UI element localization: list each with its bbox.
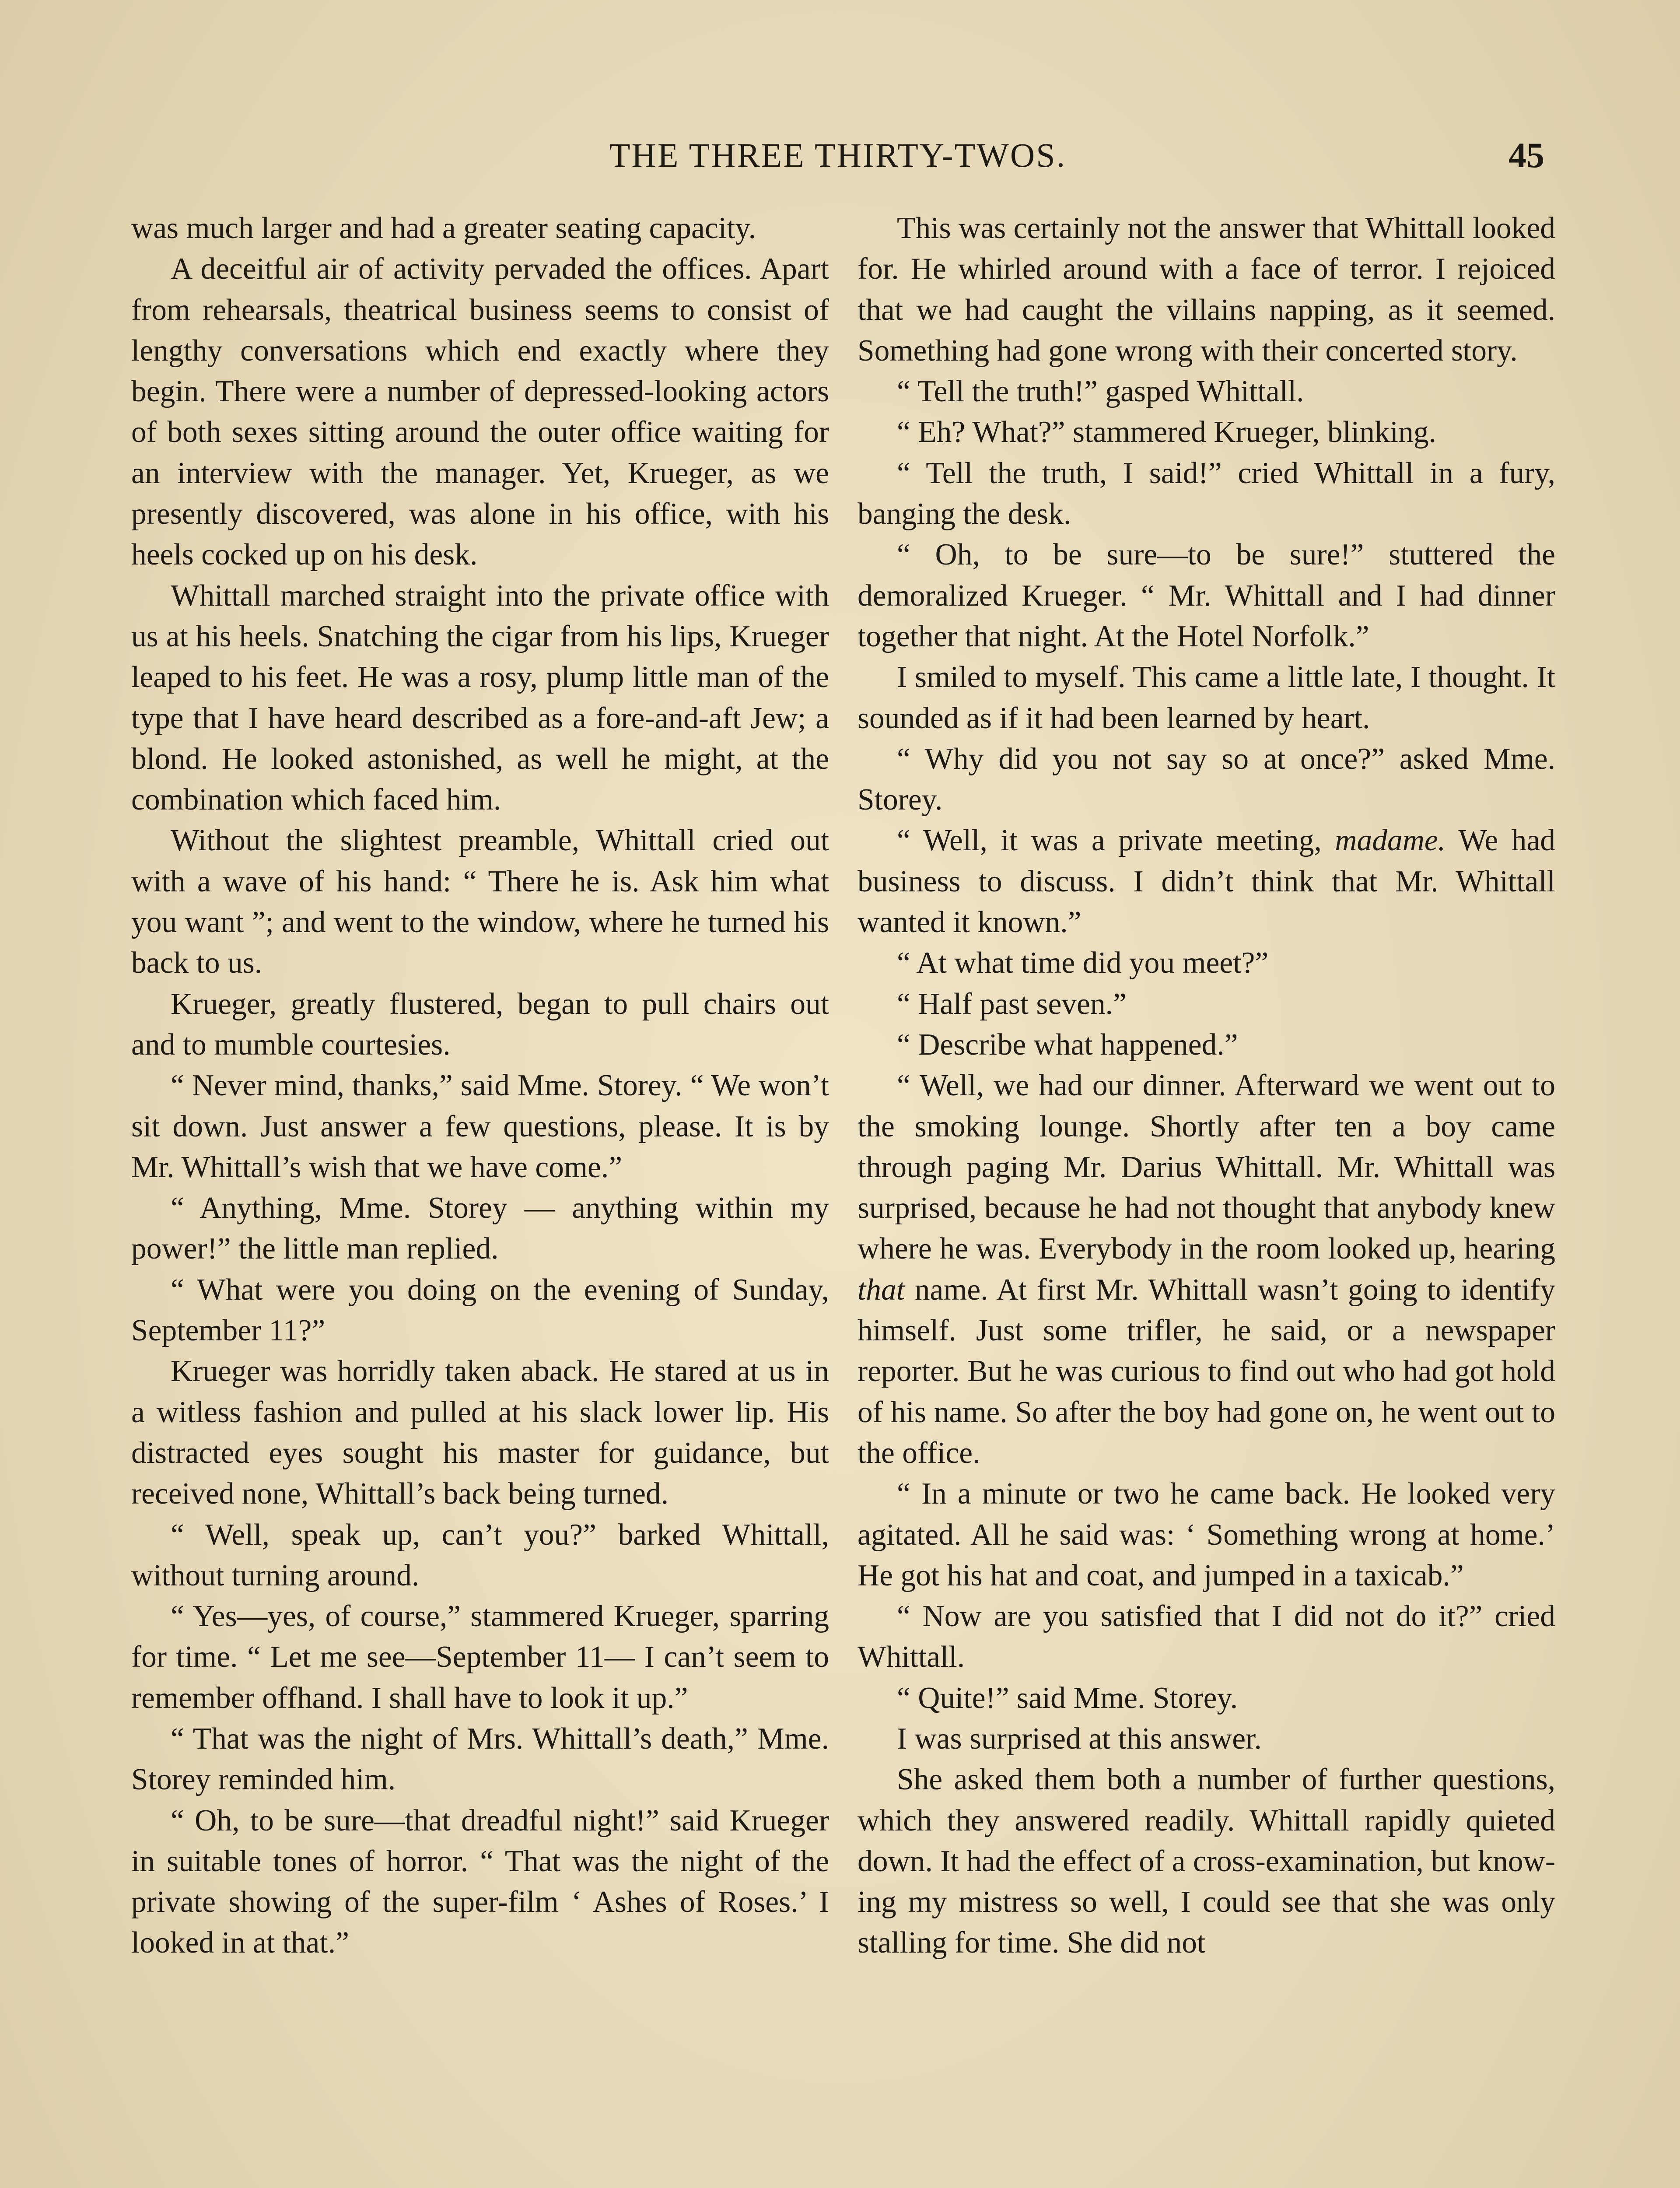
right-column — [858, 208, 1555, 1964]
italic-text: that — [858, 1273, 905, 1307]
paragraph: was much larger and had a greater seating capacity. — [131, 211, 756, 245]
paragraph: She asked them both a number of further questions, which they answered readily. Whittall rapidly quieted down. It had the effect of a cross-examination, but knowing my mistress so well, I could see that she was only stalling for time. She did not — [858, 1763, 1555, 1960]
running-title: THE THREE THIRTY-TWOS. — [609, 136, 1067, 174]
paragraph-text: “ Well, it was a private meeting, — [897, 824, 1335, 858]
paragraph: “ What were you doing on the evening of Sunday, September 11?” — [131, 1273, 829, 1348]
paragraph: “ At what time did you meet?” — [897, 946, 1269, 980]
paragraph: Without the slightest preamble, Whittall cried out with a wave of his hand: “ There he is. Ask him what you want ”; and went to the window, where he turned his back to us. — [131, 824, 829, 980]
paragraph: “ Anything, Mme. Storey — anything within my power!” the little man replied. — [131, 1191, 829, 1266]
paragraph: “ Why did you not say so at once?” asked Mme. Storey. — [858, 742, 1555, 817]
paragraph: “ Eh? What?” stammered Krueger, blinking. — [897, 415, 1436, 449]
paragraph: Whittall marched straight into the private office with us at his heels. Snatching the cigar from his lips, Krueger leaped to his feet. He was a rosy, plump little man of the type that I have heard described as a fore-and-aft Jew; a blond. He looked astonished, as well he might, at the combination which faced him. — [131, 579, 829, 817]
paragraph-text: We had business to discuss. I didn’t think that Mr. Whittall wanted it known.” — [858, 824, 1555, 940]
paragraph — [858, 1065, 1555, 1473]
paragraph: “ Quite!” said Mme. Storey. — [897, 1681, 1238, 1715]
page-header — [131, 131, 1544, 179]
paragraph: I smiled to myself. This came a little late, I thought. It sounded as if it had been learned by heart. — [858, 660, 1555, 735]
paragraph: “ Yes—yes, of course,” stammered Krueger, sparring for time. “ Let me see—September 11— I can’t seem to remember offhand. I shall have to look it up.” — [131, 1599, 829, 1715]
paragraph: “ Tell the truth, I said!” cried Whittall in a fury, banging the desk. — [858, 456, 1555, 531]
paragraph: Krueger was horridly taken aback. He stared at us in a witless fashion and pulled at his slack lower lip. His distracted eyes sought his master for guidance, but received none, Whittall’s back being turned. — [131, 1354, 829, 1511]
paragraph: “ Oh, to be sure—that dreadful night!” said Krueger in suitable tones of horror. “ That was the night of the private showing of the super-film ‘ Ashes of Roses.’ I looked in at that.” — [131, 1803, 829, 1960]
paragraph: “ In a minute or two he came back. He looked very agitated. All he said was: ‘ Something wrong at home.’ He got his hat and coat, and jumped in a taxicab.” — [858, 1477, 1555, 1592]
paragraph: I was surprised at this answer. — [897, 1722, 1262, 1756]
paragraph — [858, 820, 1555, 943]
paragraph: “ Describe what happened.” — [897, 1027, 1238, 1062]
left-column — [131, 208, 829, 1964]
page-number: 45 — [1508, 135, 1544, 175]
paragraph: “ That was the night of Mrs. Whittall’s death,” Mme. Storey reminded him. — [131, 1722, 829, 1797]
paragraph: This was certainly not the answer that Whittall looked for. He whirled around with a face of terror. I rejoiced that we had caught the villains napping, as it seemed. Something had gone wrong with their concerted story. — [858, 211, 1555, 368]
paragraph-text: name. At first Mr. Whittall wasn’t going to identify himself. Just some trifler, he said, or a newspaper reporter. But he was curious to find out who had got hold of his name. So after the boy had gone on, he went out to the office. — [858, 1273, 1555, 1470]
paragraph: “ Well, speak up, can’t you?” barked Whittall, without turning around. — [131, 1518, 829, 1592]
paragraph: “ Now are you satisfied that I did not do it?” cried Whittall. — [858, 1599, 1555, 1674]
paragraph: “ Never mind, thanks,” said Mme. Storey. “ We won’t sit down. Just answer a few questions, please. It is by Mr. Whittall’s wish that we have come.” — [131, 1069, 829, 1184]
paragraph: Krueger, greatly flustered, began to pull chairs out and to mumble courtesies. — [131, 987, 829, 1062]
paragraph: “ Tell the truth!” gasped Whittall. — [897, 375, 1304, 409]
italic-text: madame. — [1335, 824, 1446, 858]
paragraph: A deceitful air of activity pervaded the offices. Apart from rehearsals, theatrical business seems to consist of lengthy conversations which end exactly where they begin. There were a number of depressed-looking actors of both sexes sitting around the outer office waiting for an interview with the manager. Yet, Krueger, as we presently discovered, was alone in his office, with his heels cocked up on his desk. — [131, 252, 829, 572]
paragraph: “ Half past seven.” — [897, 987, 1127, 1021]
paragraph-text: “ Well, we had our dinner. Afterward we went out to the smoking lounge. Shortly after ten a boy came through paging Mr. Darius Whittall. Mr. Whittall was surprised, because he had not thought that anybody knew where he was. Everybody in the room looked up, hearing — [858, 1069, 1555, 1266]
paragraph: “ Oh, to be sure—to be sure!” stuttered the demoralized Krueger. “ Mr. Whittall and I had dinner together that night. At the Hotel Norfolk.” — [858, 538, 1555, 653]
